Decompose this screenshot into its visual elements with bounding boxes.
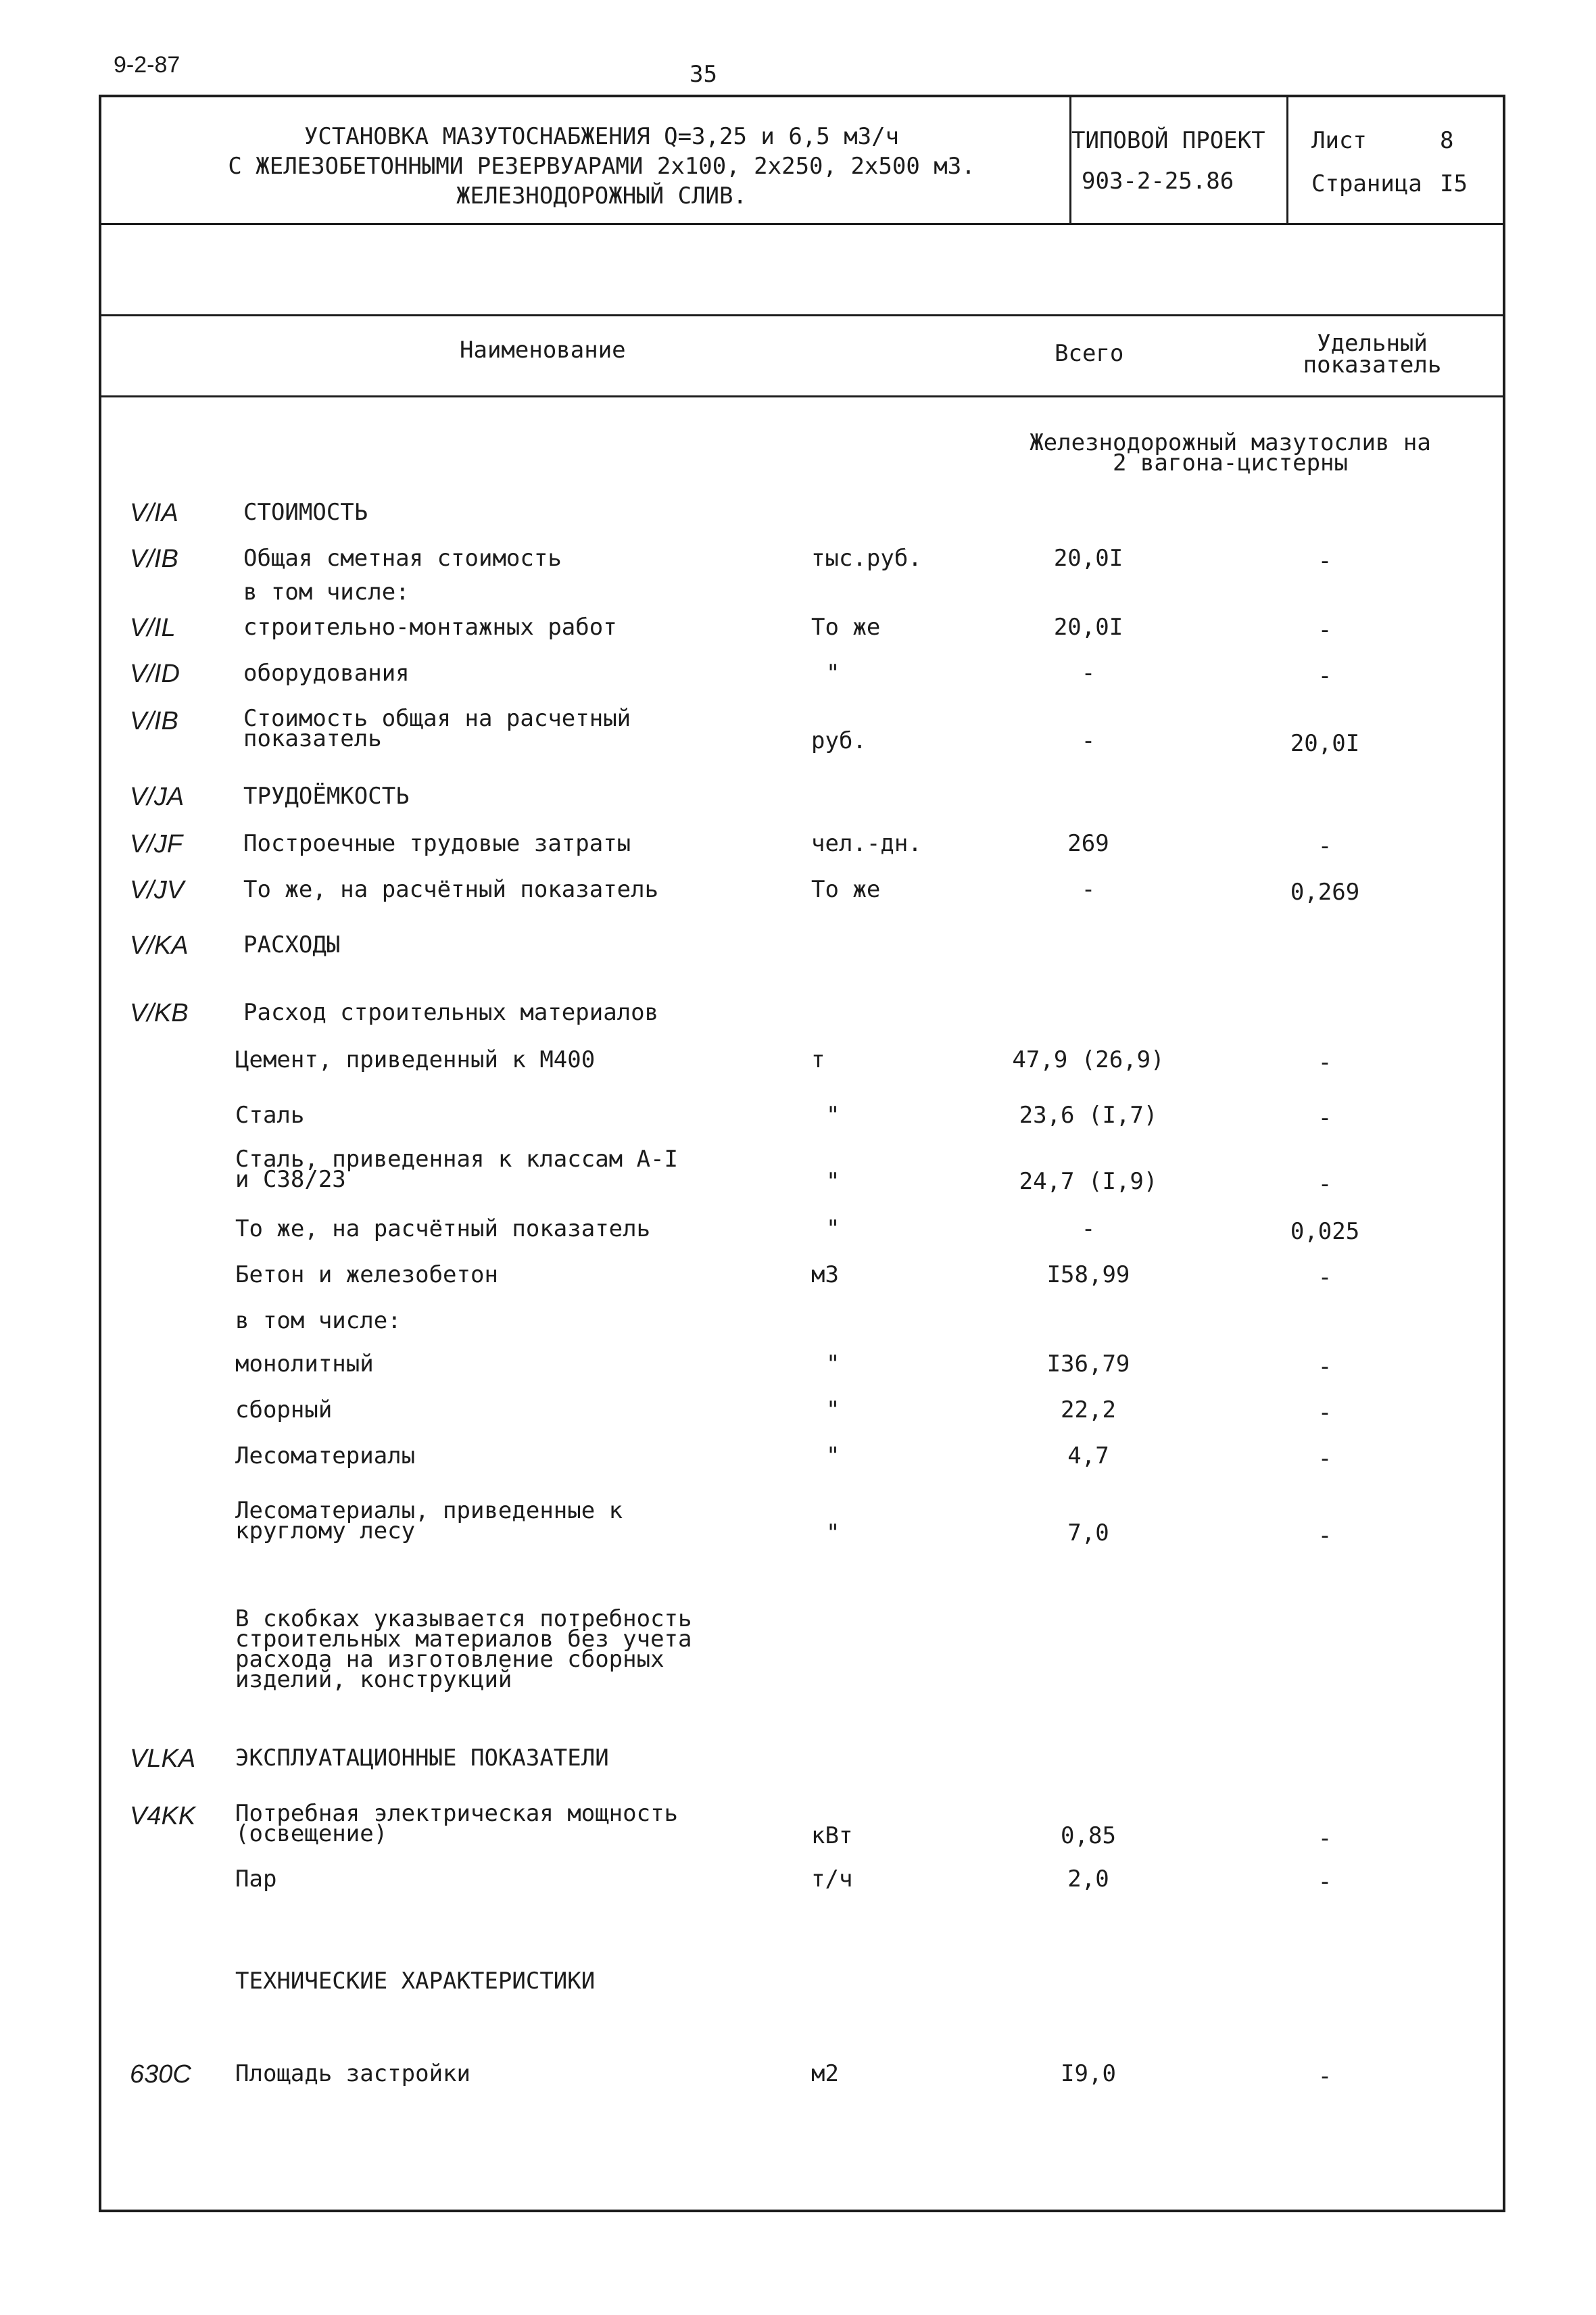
row-name-line: сборный xyxy=(235,1396,333,1423)
row-name xyxy=(235,1263,498,1287)
row-code: V/IL xyxy=(130,614,176,642)
row-specific: - xyxy=(1317,1353,1332,1380)
row-unit: " xyxy=(826,1396,840,1423)
row-name xyxy=(235,1309,402,1333)
row-code: V/IA xyxy=(130,499,178,527)
sheet-value: 8 xyxy=(1440,127,1454,154)
object-caption: Железнодорожный мазутослив на 2 вагона-цистерны xyxy=(1030,429,1431,477)
row-total: 20,0I xyxy=(1053,545,1123,572)
row-name-line: монолитный xyxy=(235,1350,374,1378)
row-name-line: строительных материалов без учета xyxy=(235,1626,692,1653)
row-unit: " xyxy=(826,1215,840,1242)
frame-top xyxy=(99,95,1505,97)
row-unit: м2 xyxy=(811,2060,839,2087)
row-total: 47,9 (26,9) xyxy=(1012,1046,1165,1073)
row-name xyxy=(243,500,368,525)
row-name xyxy=(243,784,410,808)
title-line-3: ЖЕЛЕЗНОДОРОЖНЫЙ СЛИВ. xyxy=(456,182,747,210)
title-block-divider-1 xyxy=(1069,95,1071,224)
row-name-line: ЭКСПЛУАТАЦИОННЫЕ ПОКАЗАТЕЛИ xyxy=(235,1745,609,1772)
row-unit: чел.-дн. xyxy=(811,830,922,857)
row-name-line: расхода на изготовление сборных xyxy=(235,1646,664,1673)
row-name-line: Лесоматериалы, приведенные к xyxy=(235,1497,623,1524)
row-total: - xyxy=(1081,876,1096,903)
row-specific: - xyxy=(1317,547,1332,575)
row-specific: 0,269 xyxy=(1290,879,1360,906)
row-specific: - xyxy=(1317,1399,1332,1426)
row-name-line: Расход строительных материалов xyxy=(243,999,659,1026)
column-header-name: Наименование xyxy=(460,337,626,364)
row-code: VLKA xyxy=(130,1745,196,1773)
row-unit: тыс.руб. xyxy=(811,545,922,572)
row-specific: - xyxy=(1317,616,1332,643)
row-name xyxy=(243,877,658,902)
row-name xyxy=(235,1867,276,1891)
document-title xyxy=(135,122,1068,211)
row-name-line: строительно-монтажных работ xyxy=(243,614,617,641)
row-name xyxy=(235,1746,609,1770)
header-top-line xyxy=(99,314,1505,316)
title-line-2: С ЖЕЛЕЗОБЕТОННЫМИ РЕЗЕРВУАРАМИ 2х100, 2х250, 2х500 м3. xyxy=(228,153,975,180)
row-name-line: Потребная электрическая мощность xyxy=(235,1800,679,1827)
row-code: V/JV xyxy=(130,876,185,904)
row-name-line: ТРУДОЁМКОСТЬ xyxy=(243,783,410,810)
row-name-line: Площадь застройки xyxy=(235,2060,470,2087)
column-header-total: Всего xyxy=(1055,340,1124,367)
row-unit: м3 xyxy=(811,1261,839,1288)
row-name-line: То же, на расчётный показатель xyxy=(243,876,659,903)
row-name-line: Пар xyxy=(235,1866,277,1893)
row-name-line: Сталь, приведенная к классам А-I xyxy=(235,1146,679,1173)
row-total: 22,2 xyxy=(1061,1396,1116,1423)
row-name-line: В скобках указывается потребность xyxy=(235,1605,692,1632)
row-name xyxy=(235,1048,595,1072)
row-code: 630С xyxy=(130,2060,191,2089)
row-specific: - xyxy=(1317,1445,1332,1472)
column-header-specific: Удельный показатель xyxy=(1303,330,1442,379)
row-name-line: показатель xyxy=(243,725,382,752)
row-name-line: Построечные трудовые затраты xyxy=(243,830,631,857)
row-specific: - xyxy=(1317,1825,1332,1852)
row-total: I36,79 xyxy=(1046,1350,1130,1378)
row-code: V/JF xyxy=(130,830,183,858)
row-name xyxy=(243,580,410,604)
row-name xyxy=(235,1217,650,1241)
row-unit: " xyxy=(826,1442,840,1469)
row-name xyxy=(235,1352,374,1376)
page-label: Страница xyxy=(1311,170,1422,197)
row-total: 20,0I xyxy=(1053,614,1123,641)
row-name xyxy=(243,546,562,570)
row-specific: - xyxy=(1317,662,1332,689)
row-unit: кВт xyxy=(811,1822,853,1849)
row-name xyxy=(243,1000,658,1025)
row-name-line: РАСХОДЫ xyxy=(243,931,341,958)
row-name xyxy=(243,615,617,639)
row-name-line: Сталь xyxy=(235,1102,305,1129)
row-name xyxy=(235,2062,470,2086)
row-name xyxy=(235,1103,304,1127)
project-number: 903-2-25.86 xyxy=(1082,168,1234,195)
row-name xyxy=(235,1497,623,1544)
row-unit: То же xyxy=(811,614,881,641)
row-name-line: круглому лесу xyxy=(235,1517,416,1544)
row-unit: " xyxy=(826,1519,840,1546)
row-specific: 0,025 xyxy=(1290,1218,1360,1245)
row-unit: т xyxy=(811,1046,825,1073)
row-unit: " xyxy=(826,1168,840,1195)
row-total: - xyxy=(1081,727,1096,754)
page-value: I5 xyxy=(1440,170,1468,197)
row-total: I58,99 xyxy=(1046,1261,1130,1288)
row-name xyxy=(235,1605,692,1693)
row-specific: - xyxy=(1317,833,1332,860)
row-unit: " xyxy=(826,1102,840,1129)
row-code: V/KA xyxy=(130,931,189,960)
row-code: V/IB xyxy=(130,545,178,573)
row-name-line: (освещение) xyxy=(235,1820,388,1847)
row-specific: - xyxy=(1317,1868,1332,1895)
row-code: V/IB xyxy=(130,707,178,735)
row-name-line: Стоимость общая на расчетный xyxy=(243,705,631,732)
header-bottom-line xyxy=(99,395,1505,397)
row-code: V/ID xyxy=(130,660,180,688)
row-name-line: Общая сметная стоимость xyxy=(243,545,562,572)
row-specific: - xyxy=(1317,1264,1332,1291)
row-total: 2,0 xyxy=(1067,1866,1109,1893)
row-code: V/KB xyxy=(130,999,189,1027)
row-code: V4KK xyxy=(130,1802,196,1830)
row-name xyxy=(235,1398,332,1422)
row-name xyxy=(243,661,410,685)
row-name-line: в том числе: xyxy=(243,579,410,606)
page-number: 35 xyxy=(690,61,717,88)
sheet-label: Лист xyxy=(1311,127,1367,154)
project-label: ТИПОВОЙ ПРОЕКТ xyxy=(1071,127,1265,154)
row-name xyxy=(243,831,631,856)
row-total: 24,7 (I,9) xyxy=(1019,1168,1158,1195)
row-name-line: СТОИМОСТЬ xyxy=(243,499,368,526)
row-unit: т/ч xyxy=(811,1866,853,1893)
row-name xyxy=(243,705,631,752)
row-name-line: То же, на расчётный показатель xyxy=(235,1215,651,1242)
row-name xyxy=(235,1800,679,1847)
margin-note: 9-2-87 xyxy=(114,52,180,78)
frame-right xyxy=(1503,95,1505,2212)
row-name-line: Бетон и железобетон xyxy=(235,1261,498,1288)
row-total: - xyxy=(1081,660,1096,687)
row-name xyxy=(235,1969,595,1993)
row-name-line: и С38/23 xyxy=(235,1166,346,1193)
row-specific: 20,0I xyxy=(1290,730,1360,757)
title-block-divider-2 xyxy=(1286,95,1288,224)
row-specific: - xyxy=(1317,1522,1332,1549)
row-name-line: ТЕХНИЧЕСКИЕ ХАРАКТЕРИСТИКИ xyxy=(235,1968,596,1995)
row-name-line: Цемент, приведенный к М400 xyxy=(235,1046,596,1073)
frame-left xyxy=(99,95,101,2212)
row-unit: " xyxy=(826,660,840,687)
row-specific: - xyxy=(1317,1049,1332,1076)
row-total: I9,0 xyxy=(1061,2060,1116,2087)
row-total: 0,85 xyxy=(1061,1822,1116,1849)
row-name-line: в том числе: xyxy=(235,1307,402,1334)
row-specific: - xyxy=(1317,2063,1332,2090)
row-unit: То же xyxy=(811,876,881,903)
row-total: - xyxy=(1081,1215,1096,1242)
row-unit: " xyxy=(826,1350,840,1378)
title-line-1: УСТАНОВКА МАЗУТОСНАБЖЕНИЯ Q=3,25 и 6,5 м3/ч xyxy=(304,123,900,150)
row-name xyxy=(235,1146,679,1193)
row-name-line: Лесоматериалы xyxy=(235,1442,416,1469)
row-total: 4,7 xyxy=(1067,1442,1109,1469)
frame-bottom xyxy=(99,2210,1505,2212)
title-block-bottom xyxy=(99,223,1505,225)
row-name-line: оборудования xyxy=(243,660,410,687)
row-specific: - xyxy=(1317,1171,1332,1198)
row-total: 23,6 (I,7) xyxy=(1019,1102,1158,1129)
row-unit: руб. xyxy=(811,727,867,754)
row-specific: - xyxy=(1317,1104,1332,1131)
row-code: V/JA xyxy=(130,783,185,811)
row-name xyxy=(243,933,340,957)
row-total: 7,0 xyxy=(1067,1519,1109,1546)
row-total: 269 xyxy=(1067,830,1109,857)
row-name xyxy=(235,1444,415,1468)
row-name-line: изделий, конструкций xyxy=(235,1666,512,1693)
